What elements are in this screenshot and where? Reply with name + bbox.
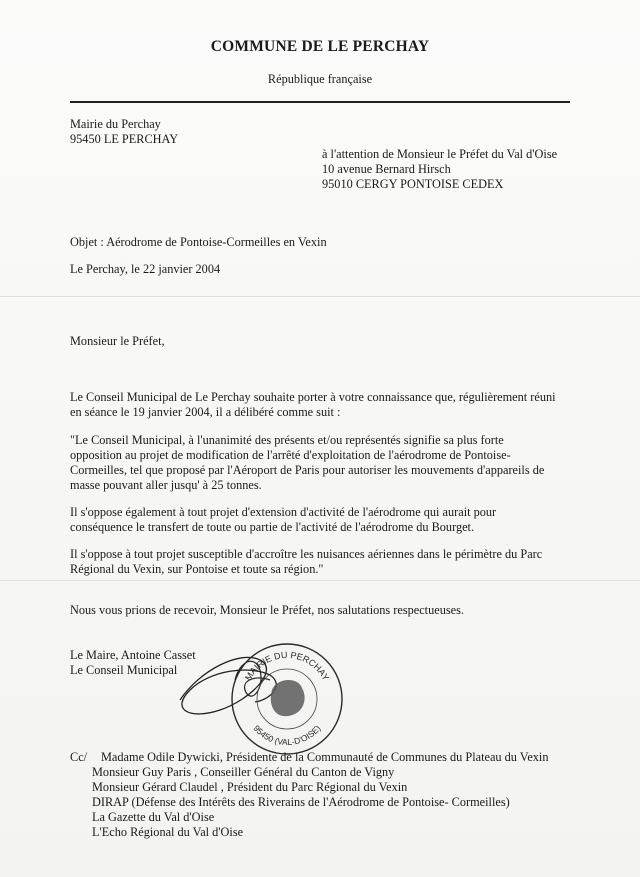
svg-text:MAIRIE DU PERCHAY xyxy=(243,650,331,682)
subject-line: Objet : Aérodrome de Pontoise-Cormeilles en Vexin xyxy=(70,235,327,249)
fold-line xyxy=(0,580,640,581)
signatory-line: Le Conseil Municipal xyxy=(70,663,178,677)
salutation: Monsieur le Préfet, xyxy=(70,334,165,348)
body-text: "Le Conseil Municipal, à l'unanimité des présents et/ou représentés signifie sa plus forte xyxy=(70,433,504,447)
signatory-line: Le Maire, Antoine Casset xyxy=(70,648,196,662)
sender-line: Mairie du Perchay xyxy=(70,117,161,131)
cc-prefix: Cc/ xyxy=(70,750,88,764)
letterhead-subtitle: République française xyxy=(267,72,373,86)
cc-item: Monsieur Guy Paris , Conseiller Général du Canton de Vigny xyxy=(92,765,395,779)
date-line: Le Perchay, le 22 janvier 2004 xyxy=(70,262,221,276)
cc-item: L'Echo Régional du Val d'Oise xyxy=(92,825,244,839)
recipient-line: 10 avenue Bernard Hirsch xyxy=(322,162,451,176)
body-text: Cormeilles, tel que proposé par l'Aéroport de Paris pour autoriser les mouvements d'appareils de xyxy=(70,463,545,477)
fold-line xyxy=(0,296,640,297)
recipient-line: à l'attention de Monsieur le Préfet du Val d'Oise xyxy=(322,147,558,161)
letterhead-title: COMMUNE DE LE PERCHAY xyxy=(210,38,430,55)
cc-item: Madame Odile Dywicki, Présidente de la Communauté de Communes du Plateau du Vexin xyxy=(101,750,549,764)
cc-item: Monsieur Gérard Claudel , Président du Parc Régional du Vexin xyxy=(92,780,408,794)
cc-item: DIRAP (Défense des Intérêts des Riverains de l'Aérodrome de Pontoise- Cormeilles) xyxy=(92,795,510,809)
body-text: Régional du Vexin, sur Pontoise et toute sa région." xyxy=(70,562,324,576)
town-hall-seal xyxy=(228,640,346,758)
body-text: opposition au projet de modification de l'arrêté d'exploitation de l'aérodrome de Pontoise- xyxy=(70,448,511,462)
closing-line: Nous vous prions de recevoir, Monsieur le Préfet, nos salutations respectueuses. xyxy=(70,603,464,617)
cc-item: La Gazette du Val d'Oise xyxy=(92,810,215,824)
body-text: en séance le 19 janvier 2004, il a délibéré comme suit : xyxy=(70,405,341,419)
body-text: Il s'oppose également à tout projet d'extension d'activité de l'aérodrome qui aurait pour xyxy=(70,505,497,519)
sender-line: 95450 LE PERCHAY xyxy=(70,132,179,146)
body-text: conséquence le transfert de toute ou partie de l'activité de l'aérodrome du Bourget. xyxy=(70,520,475,534)
svg-text:95450 (VAL-D'OISE) xyxy=(251,723,322,747)
seal-top-text: MAIRIE DU PERCHAY xyxy=(243,649,332,683)
seal-bottom-text: 95450 (VAL-D'OISE) xyxy=(251,723,323,748)
body-text: Le Conseil Municipal de Le Perchay souhaite porter à votre connaissance que, régulièrement réuni xyxy=(70,390,556,404)
header-rule xyxy=(70,101,570,103)
recipient-line: 95010 CERGY PONTOISE CEDEX xyxy=(322,177,504,191)
body-text: Il s'oppose à tout projet susceptible d'accroître les nuisances aériennes dans le périmètre du Parc xyxy=(70,547,543,561)
body-text: masse pouvant aller jusqu' à 25 tonnes. xyxy=(70,478,262,492)
